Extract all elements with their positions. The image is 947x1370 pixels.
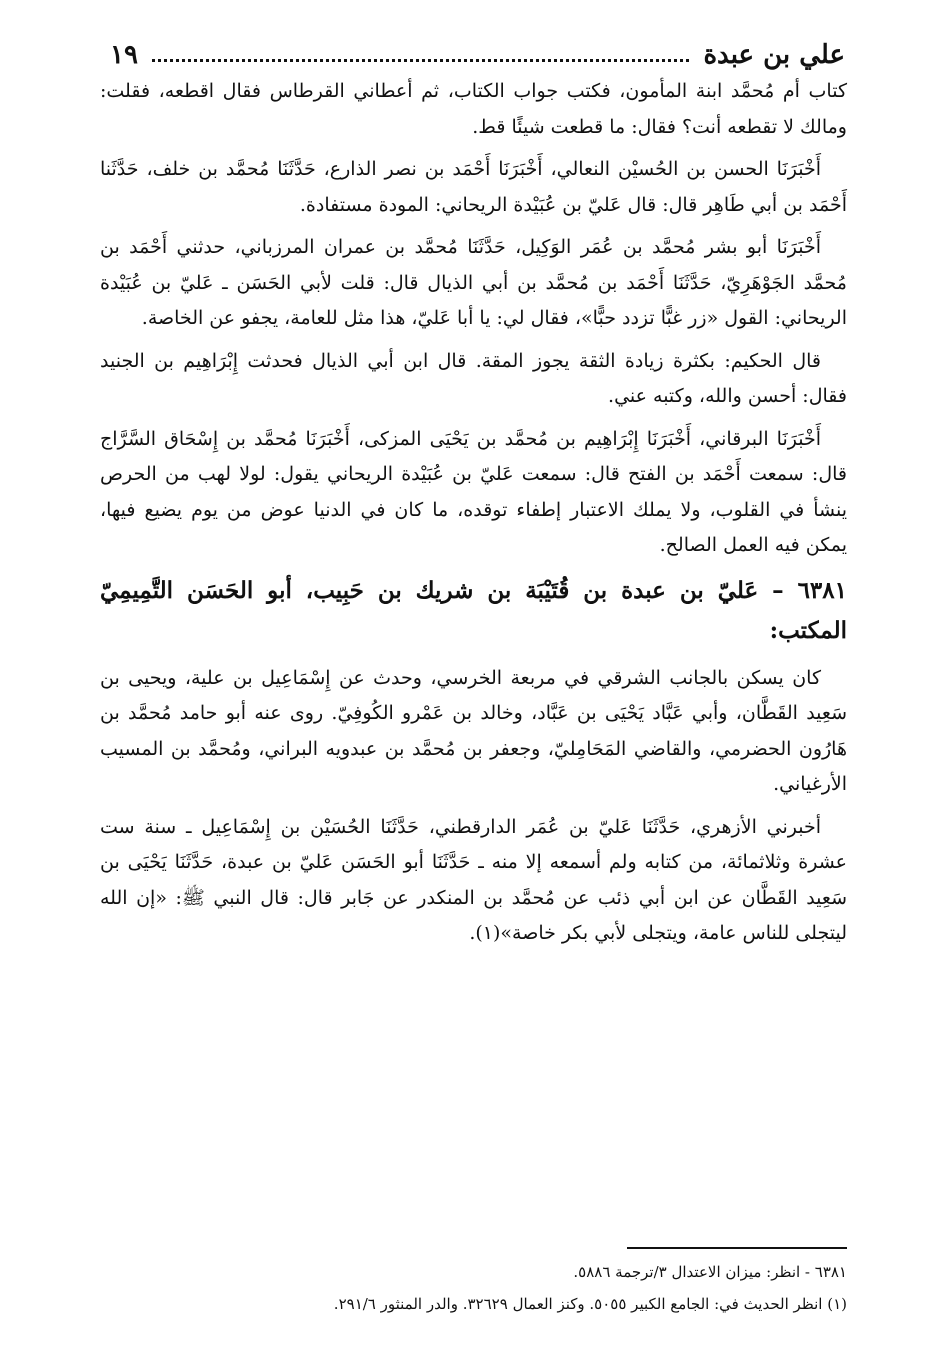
entry-paragraph-2: أخبرني الأزهري، حَدَّثَنَا عَليّ بن عُمَر الدارقطني، حَدَّثَنَا الحُسَيْن بن إِسْمَاعِيل ـ سنة ست عشرة وثلاثمائة، من كتابه ولم أسمعه إلا منه ـ حَدَّثَنَا أبو الحَسَن عَليّ بن عبدة، حَدَّثَنَا يَحْيَى بن سَعِيد القَطَّان عن ابن أبي ذئب عن مُحمَّد بن المنكدر عن جَابر قال: قال النبي ﷺ: «إن الله ليتجلى للناس عامة، ويتجلى لأبي بكر خاصة»(١). xyxy=(100,815,847,944)
paragraph-4: قال الحكيم: بكثرة زيادة الثقة يجوز المقة. قال ابن أبي الذيال فحدثت إِبْرَاهِيم بن الجنيد فقال: أحسن والله، وكتبه عني. xyxy=(100,349,847,407)
running-header xyxy=(110,30,845,70)
entry-heading: ٦٣٨١ – عَليّ بن عبدة بن قُتَيْبَة بن شريك بن حَبِيب، أبو الحَسَن التَّمِيمِيّ المكتب: xyxy=(100,576,847,644)
paragraph-5: أَخْبَرَنَا البرقاني، أَخْبَرَنَا إِبْرَاهِيم بن مُحمَّد بن يَحْيَى المزكى، أَخْبَرَنَا مُحمَّد بن إِسْحَاق السَّرَّاج قال: سمعت أَحْمَد بن الفتح قال: سمعت عَليّ بن عُبَيْدة الريحاني يقول: لولا لهب من الحرص ينشأ في القلوب، ولا يملك الاعتبار إطفاء توقده، ما كان في الدنيا عوض من يوم يضيع فيها، يمكن فيه العمل الصالح. xyxy=(100,427,847,556)
page-number: ١٩ xyxy=(110,40,138,70)
paragraph-3: أَخْبَرَنَا أبو بشر مُحمَّد بن عُمَر الوَكِيل، حَدَّثَنَا مُحمَّد بن عمران المرزباني، حدثني أَحْمَد بن مُحمَّد الجَوْهَرِيّ، حَدَّثَنَا أَحْمَد بن مُحمَّد بن أبي الذيال قال: قلت لأبي الحَسَن ـ عَليّ بن عُبَيْدة الريحاني: القول «زر غبًّا تزدد حبًّا»، فقال لي: يا أبا عَليّ، هذا مثل للعامة، يجفو عن الخاصة. xyxy=(100,236,847,329)
header-title: علي بن عبدة xyxy=(703,40,845,70)
footnote-1: ٦٣٨١ - انظر: ميزان الاعتدال ٣/ترجمة ٥٨٨٦. xyxy=(573,1263,847,1281)
footnote-separator xyxy=(627,1247,847,1249)
footnotes xyxy=(100,1256,847,1320)
paragraph-2: أَخْبَرَنَا الحسن بن الحُسيْن النعالي، أَخْبَرَنَا أَحْمَد بن نصر الذارع، حَدَّثَنَا مُحمَّد بن خلف، حَدَّثَنا أَحْمَد بن أبي طَاهِر قال: قال عَليّ بن عُبَيْدة الريحاني: المودة مستفادة. xyxy=(100,158,847,216)
header-dotted-leader xyxy=(152,59,690,62)
footnote-2: (١) انظر الحديث في: الجامع الكبير ٥٠٥٥. وكنز العمال ٣٢٦٢٩. والدر المنثور ٢٩١/٦. xyxy=(333,1295,847,1313)
entry-paragraph-1: كان يسكن بالجانب الشرقي في مربعة الخرسي، وحدث عن إِسْمَاعِيل بن علية، ويحيى بن سَعِيد القَطَّان، وأبي عَبَّاد يَحْيَى بن عَبَّاد، وخالد بن عَمْرو الكُوفِيّ. روى عنه أبو حامد مُحمَّد بن هَارُون الحضرمي، والقاضي المَحَامِليّ، وجعفر بن مُحمَّد بن عبدويه البراني، ومُحمَّد بن المسيب الأرغياني. xyxy=(100,666,847,795)
main-text xyxy=(100,74,847,959)
paragraph-1: كتاب أم مُحمَّد ابنة المأمون، فكتب جواب الكتاب، ثم أعطاني القرطاس فقال اقطعه، فقلت: ومالك لا تقطعه أنت؟ فقال: ما قطعت شيئًا قط. xyxy=(100,80,847,138)
